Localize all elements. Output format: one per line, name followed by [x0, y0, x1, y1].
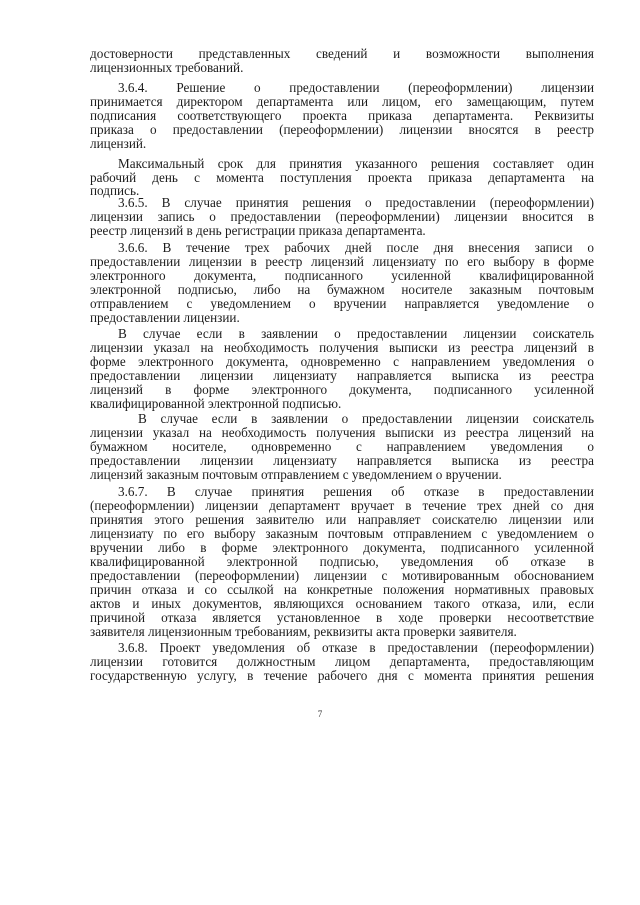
text-line: принятия этого решения заявителю или направляет соискателю лицензии или	[90, 512, 594, 527]
text-line: форме электронного документа, одновременно с направлением уведомления о	[90, 354, 594, 369]
text-line: реестр лицензий в день регистрации приказа департамента.	[90, 223, 426, 238]
text-line: электронной подписью, либо на бумажном носителе заказным почтовым	[90, 282, 594, 297]
text-line: 3.6.4. Решение о предоставлении (переоформлении) лицензии	[118, 80, 594, 95]
text-line: лицензий в форме электронного документа, подписанного усиленной	[90, 382, 594, 397]
text-line: электронного документа, подписанного усиленной квалифицированной	[90, 268, 594, 283]
text-line: вручении либо в форме электронного документа, подписанного усиленной	[90, 540, 594, 555]
text-line: лицензии запись о предоставлении (переоформлении) лицензии вносится в	[90, 209, 594, 224]
text-line: лицензии указал на необходимость получения выписки из реестра лицензий в	[90, 340, 594, 355]
text-line: предоставлении (переоформлении) лицензии с мотивированным обоснованием	[90, 568, 594, 583]
text-line: предоставлении лицензии лицензиату направляется выписка из реестра	[90, 453, 594, 468]
text-line: лицензий.	[90, 136, 147, 151]
text-line: актов и иных документов, являющихся основанием такого отказа, или, если	[90, 596, 594, 611]
text-line: Максимальный срок для принятия указанного решения составляет один	[118, 156, 594, 171]
text-line: заявителя лицензионным требованиям, реквизиты акта проверки заявителя.	[90, 624, 517, 639]
text-line: В случае если в заявлении о предоставлении лицензии соискатель	[118, 326, 594, 341]
text-line: 3.6.5. В случае принятия решения о предоставлении (переоформлении)	[118, 195, 594, 210]
text-line: достоверности представленных сведений и возможности выполнения	[90, 46, 594, 61]
text-line: предоставлении лицензии в реестр лицензий лицензиату по его выбору в форме	[90, 254, 594, 269]
text-line: квалифицированной электронной подписью.	[90, 396, 342, 411]
text-line: причин отказа и со ссылкой на конкретные положения нормативных правовых	[90, 582, 594, 597]
text-line: предоставлении лицензии.	[90, 310, 240, 325]
text-line: 3.6.6. В течение трех рабочих дней после дня внесения записи о	[118, 240, 594, 255]
text-line: подпись.	[90, 183, 140, 198]
text-line: 3.6.8. Проект уведомления об отказе в предоставлении (переоформлении)	[118, 640, 594, 655]
text-line: приказа о предоставлении (переоформлении) лицензии вносятся в реестр	[90, 122, 594, 137]
text-line: квалифицированной электронной подписью, уведомления об отказе в	[90, 554, 594, 569]
text-line: (переоформлении) лицензии департамент вручает в течение трех дней со дня	[90, 498, 594, 513]
text-line: принимается директором департамента или лицом, его замещающим, путем	[90, 94, 594, 109]
text-line: государственную услугу, в течение рабочего дня с момента принятия решения	[90, 668, 594, 683]
text-line: лицензий заказным почтовым отправлением с уведомлением о вручении.	[90, 467, 502, 482]
text-line: предоставлении лицензии лицензиату направляется выписка из реестра	[90, 368, 594, 383]
text-line: лицензионных требований.	[90, 60, 244, 75]
page-number: 7	[317, 709, 323, 719]
text-line: лицензиату по его выбору заказным почтовым отправлением с уведомлением о	[90, 526, 594, 541]
text-line: рабочий день с момента поступления проекта приказа департамента на	[90, 170, 594, 185]
text-line: 3.6.7. В случае принятия решения об отказе в предоставлении	[118, 484, 594, 499]
text-line: лицензии готовится должностным лицом департамента, предоставляющим	[90, 654, 594, 669]
text-line: В случае если в заявлении о предоставлении лицензии соискатель	[138, 411, 594, 426]
text-line: причиной отказа является установленное в ходе проверки несоответствие	[90, 610, 594, 625]
text-line: отправлением с уведомлением о вручении направляется уведомление о	[90, 296, 594, 311]
text-line: лицензии указал на необходимость получения выписки из реестра лицензий на	[90, 425, 594, 440]
text-line: бумажном носителе, одновременно с направлением уведомления о	[90, 439, 594, 454]
text-line: подписания соответствующего проекта приказа департамента. Реквизиты	[90, 108, 594, 123]
